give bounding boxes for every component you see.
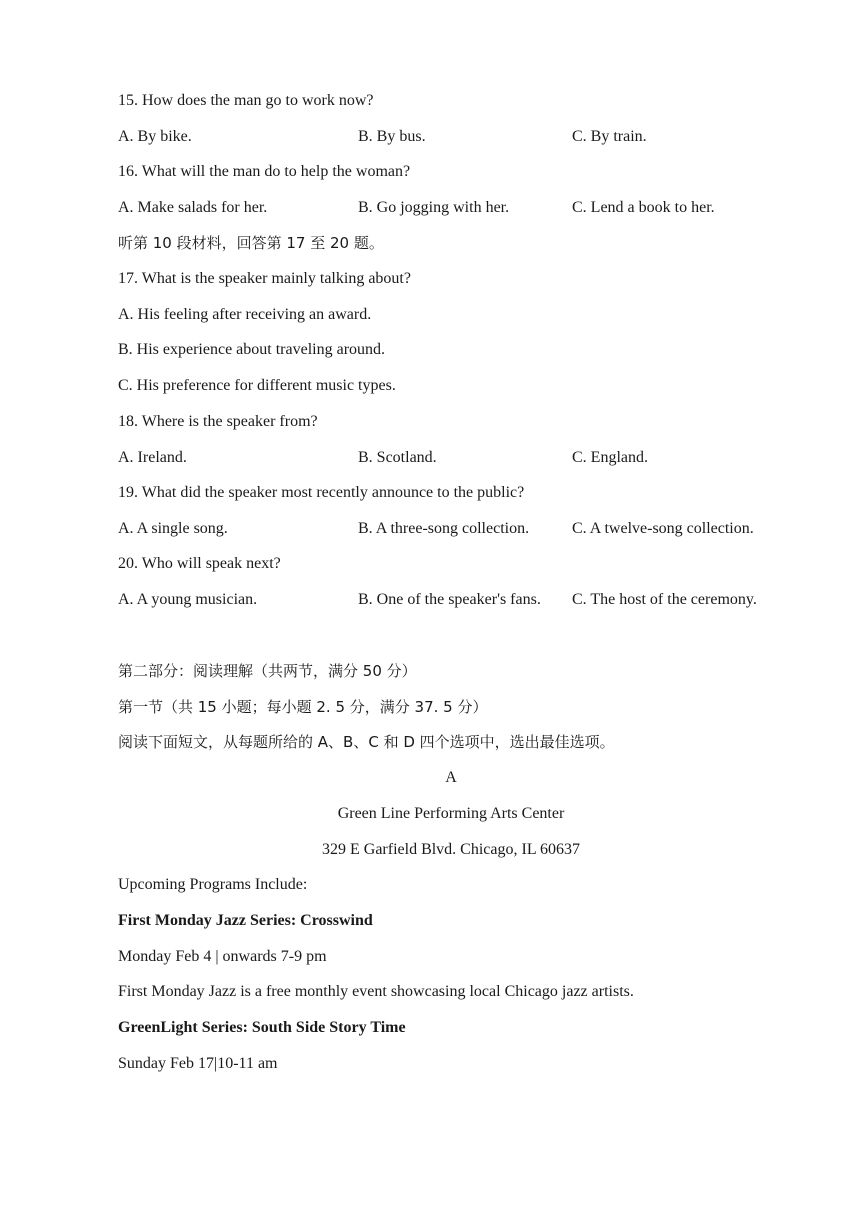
program-2-time: Sunday Feb 17|10-11 am bbox=[118, 1055, 278, 1072]
question-20-options bbox=[0, 588, 867, 612]
option-20-c: C. The host of the ceremony. bbox=[572, 591, 757, 608]
option-16-c: C. Lend a book to her. bbox=[572, 199, 715, 216]
programs-intro: Upcoming Programs Include: bbox=[118, 876, 308, 893]
option-15-c: C. By train. bbox=[572, 128, 647, 145]
option-16-a: A. Make salads for her. bbox=[118, 199, 268, 216]
question-16-options bbox=[0, 196, 867, 220]
option-20-a: A. A young musician. bbox=[118, 591, 258, 608]
option-18-c: C. England. bbox=[572, 449, 648, 466]
option-17-c: C. His preference for different music types. bbox=[118, 377, 396, 394]
program-1-title: First Monday Jazz Series: Crosswind bbox=[118, 912, 373, 929]
option-20-b: B. One of the speaker's fans. bbox=[358, 591, 541, 608]
question-18: 18. Where is the speaker from? bbox=[118, 413, 318, 430]
reading-instruction: 阅读下面短文，从每题所给的 A、B、C 和 D 四个选项中，选出最佳选项。 bbox=[118, 733, 615, 751]
option-15-b: B. By bus. bbox=[358, 128, 426, 145]
question-18-options bbox=[0, 446, 867, 470]
question-19-options bbox=[0, 517, 867, 541]
program-1-description: First Monday Jazz is a free monthly event showcasing local Chicago jazz artists. bbox=[118, 983, 634, 1000]
passage-letter: A bbox=[445, 769, 457, 786]
option-19-b: B. A three-song collection. bbox=[358, 520, 530, 537]
question-15: 15. How does the man go to work now? bbox=[118, 92, 374, 109]
question-16: 16. What will the man do to help the woman? bbox=[118, 163, 411, 180]
option-17-b: B. His experience about traveling around. bbox=[118, 341, 386, 358]
option-16-b: B. Go jogging with her. bbox=[358, 199, 510, 216]
reading-section-title: 第一节（共 15 小题；每小题 2. 5 分，满分 37. 5 分） bbox=[118, 698, 488, 716]
program-2-title: GreenLight Series: South Side Story Time bbox=[118, 1019, 406, 1036]
option-18-a: A. Ireland. bbox=[118, 449, 187, 466]
option-17-a: A. His feeling after receiving an award. bbox=[118, 306, 372, 323]
question-17: 17. What is the speaker mainly talking about? bbox=[118, 270, 411, 287]
question-20: 20. Who will speak next? bbox=[118, 555, 281, 572]
option-15-a: A. By bike. bbox=[118, 128, 192, 145]
program-1-time: Monday Feb 4 | onwards 7-9 pm bbox=[118, 948, 327, 965]
option-19-a: A. A single song. bbox=[118, 520, 228, 537]
option-18-b: B. Scotland. bbox=[358, 449, 437, 466]
venue-name: Green Line Performing Arts Center bbox=[337, 805, 565, 822]
option-19-c: C. A twelve-song collection. bbox=[572, 520, 754, 537]
question-19: 19. What did the speaker most recently announce to the public? bbox=[118, 484, 525, 501]
reading-part-title: 第二部分：阅读理解（共两节，满分 50 分） bbox=[118, 662, 417, 680]
material-10-instruction: 听第 10 段材料，回答第 17 至 20 题。 bbox=[118, 234, 384, 252]
venue-address: 329 E Garfield Blvd. Chicago, IL 60637 bbox=[321, 841, 581, 858]
question-15-options bbox=[0, 125, 867, 149]
